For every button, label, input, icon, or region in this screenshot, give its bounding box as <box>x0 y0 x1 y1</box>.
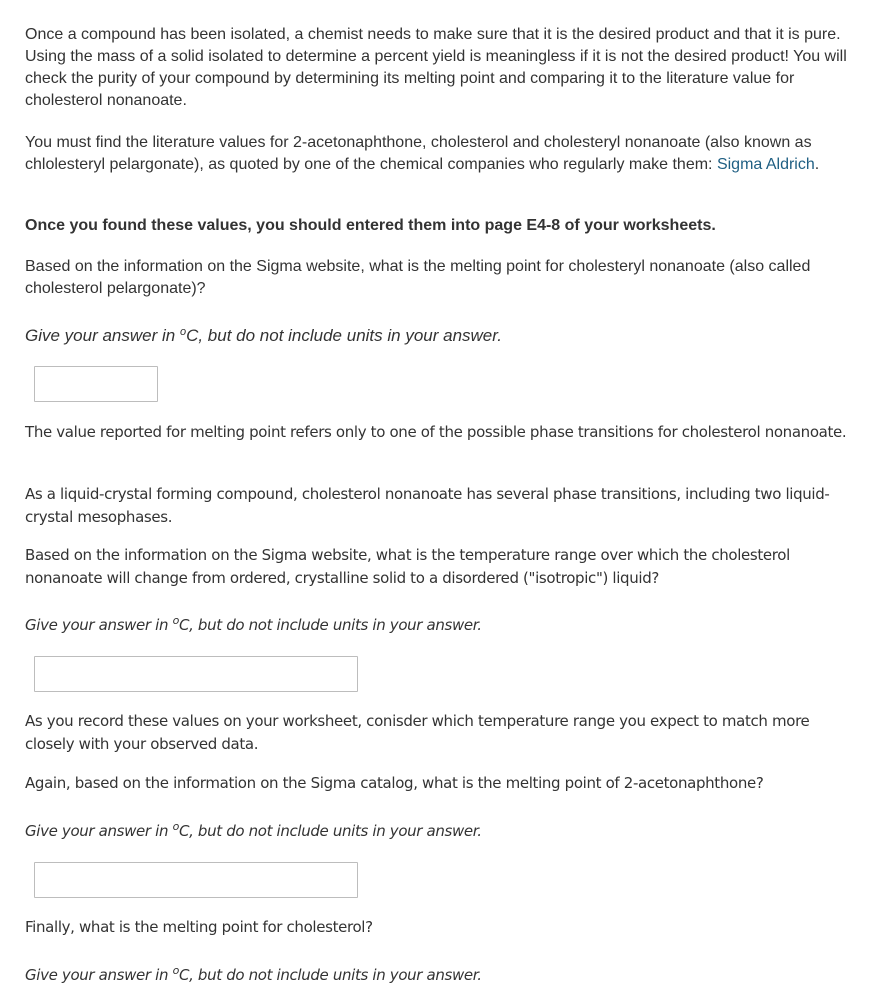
units-hint <box>25 820 860 843</box>
units-hint-text: C, but do not include units in your answer. <box>186 326 503 345</box>
degree-symbol: o <box>172 820 179 833</box>
units-hint-text: Give your answer in <box>25 326 180 345</box>
degree-symbol: o <box>179 326 187 338</box>
literature-text: You must find the literature values for 2-acetonaphthone, cholesterol and cholesteryl nonanoate (also known as chlolesteryl pelargonate), as quoted by one of the chemical companies who regularly make them: <box>25 134 812 173</box>
answer-input-acetonaphthone-mp[interactable] <box>34 862 358 898</box>
phase-transition-note: The value reported for melting point refers only to one of the possible phase transitions for cholesterol nonanoate. <box>25 423 847 441</box>
literature-period: . <box>814 156 820 173</box>
worksheet-range-note: As you record these values on your worksheet, conisder which temperature range you expect to match more closely with your observed data. <box>25 712 810 753</box>
units-hint-text: Give your answer in <box>25 966 173 984</box>
answer-input-temperature-range[interactable] <box>34 656 358 692</box>
worksheet-instruction: Once you found these values, you should entered them into page E4-8 of your worksheets. <box>25 217 716 234</box>
liquid-crystal-note: As a liquid-crystal forming compound, cholesterol nonanoate has several phase transitions, including two liquid-crystal mesophases. <box>25 485 830 526</box>
answer-input-nonanoate-mp[interactable] <box>34 366 158 402</box>
literature-paragraph <box>25 132 860 176</box>
units-hint <box>25 964 860 987</box>
units-hint-text: C, but do not include units in your answer. <box>178 966 482 984</box>
units-hint <box>25 614 860 637</box>
units-hint <box>25 325 860 347</box>
question-nonanoate-melting-point: Based on the information on the Sigma website, what is the melting point for cholesteryl nonanoate (also called cholesterol pelargonate)? <box>25 258 811 297</box>
intro-paragraph: Once a compound has been isolated, a chemist needs to make sure that it is the desired product and that it is pure. Using the mass of a solid isolated to determine a percent yield is meaningless if it is not the desired product! You will check the purity of your compound by determining its melting point and comparing it to the literature value for cholesterol nonanoate. <box>25 26 847 109</box>
units-hint-text: C, but do not include units in your answer. <box>178 822 482 840</box>
question-acetonaphthone-melting-point: Again, based on the information on the Sigma catalog, what is the melting point of 2-acetonaphthone? <box>25 774 764 792</box>
degree-symbol: o <box>172 964 179 977</box>
units-hint-text: Give your answer in <box>25 616 173 634</box>
question-temperature-range: Based on the information on the Sigma website, what is the temperature range over which the cholesterol nonanoate will change from ordered, crystalline solid to a disordered ("isotropic") liquid? <box>25 546 790 587</box>
sigma-aldrich-link[interactable]: Sigma Aldrich <box>716 156 815 173</box>
units-hint-text: Give your answer in <box>25 822 173 840</box>
units-hint-text: C, but do not include units in your answer. <box>178 616 482 634</box>
degree-symbol: o <box>172 614 179 627</box>
question-cholesterol-melting-point: Finally, what is the melting point for cholesterol? <box>25 918 373 936</box>
